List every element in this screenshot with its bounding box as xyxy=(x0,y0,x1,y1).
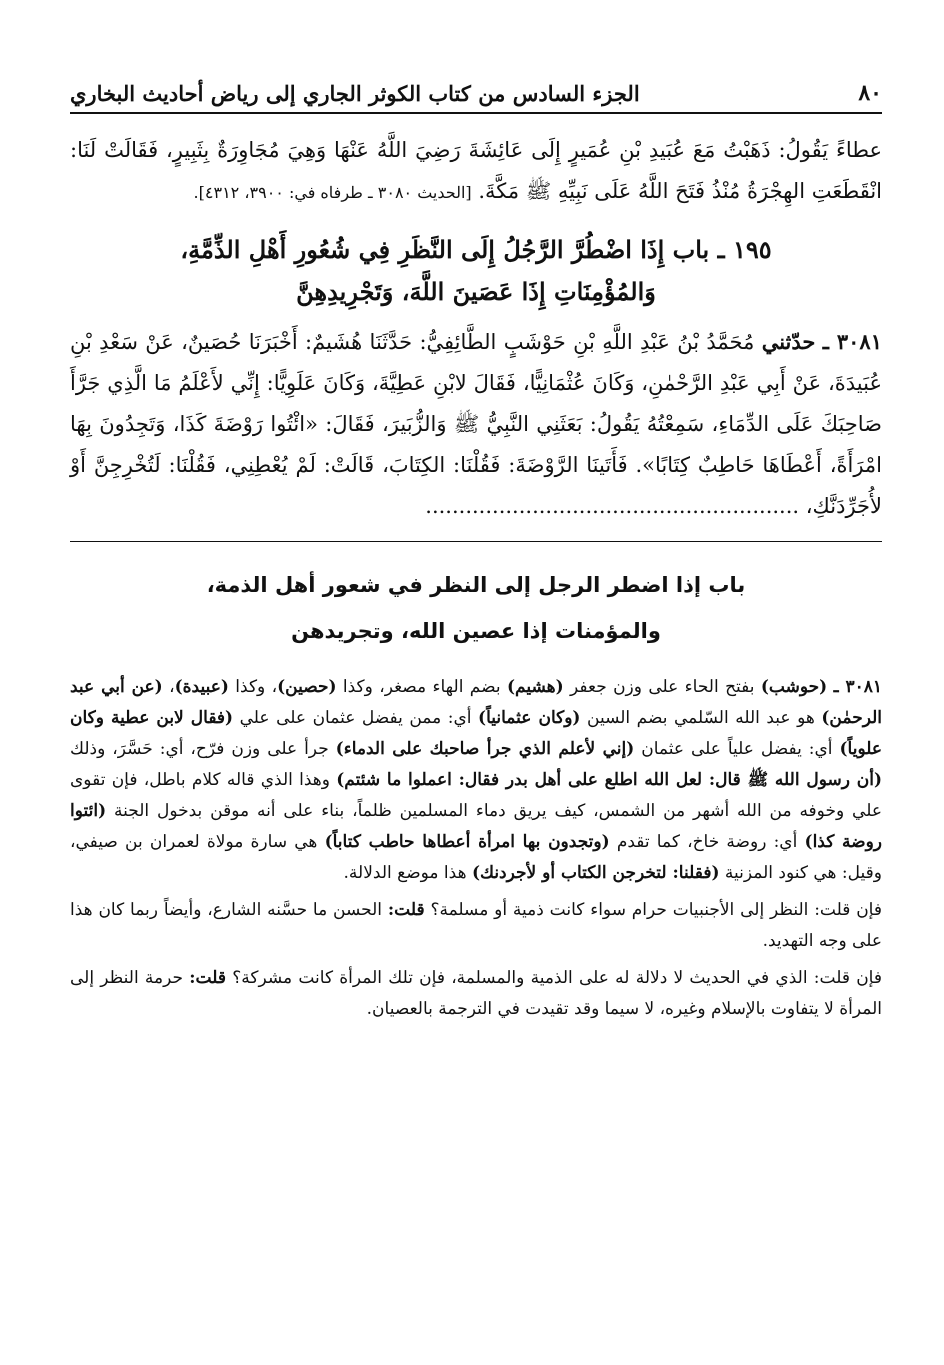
section-divider xyxy=(70,541,882,542)
commentary-text: أي: ممن يفضل عثمان على علي xyxy=(233,708,479,728)
commentary-term: (حوشب) xyxy=(760,677,828,697)
commentary-term: (عبيدة) xyxy=(174,677,229,697)
commentary-text: بفتح الحاء على وزن جعفر xyxy=(563,677,761,697)
chapter-heading-line1 xyxy=(70,229,882,271)
commentary-text: وهذا الذي قاله كلام باطل، فإن تقوى علي وخوفه من الله أشهر من الشمس، كيف يريق دماء المسلمين ظلماً، بناء على أنه موقن بدخول الجنة xyxy=(70,770,882,821)
commentary-text: الحسن ما حسَّنه الشارع، وأيضاً ربما كان هذا على وجه التهديد. xyxy=(70,900,882,951)
commentary-term: (عن أبي عبد الرحمٰن) xyxy=(70,677,882,728)
commentary-number: ٣٠٨١ ـ xyxy=(833,677,882,697)
hadith-reference: [الحديث ٣٠٨٠ ـ طرفاه في: ٣٩٠٠، ٤٣١٢]. xyxy=(193,183,472,202)
commentary-text: أي: يفضل علياً على عثمان xyxy=(634,739,840,759)
hadith-continuation xyxy=(70,130,882,213)
commentary-term: (ائتوا روضة كذا) xyxy=(70,801,882,852)
continuation-dots: ........................................................ xyxy=(425,494,800,518)
commentary-text: ، xyxy=(162,677,175,697)
commentary-text: ، وكذا xyxy=(228,677,278,697)
commentary-term: (حصين) xyxy=(277,677,337,697)
page-header xyxy=(70,70,882,112)
commentary-paragraph-2 xyxy=(70,895,882,957)
commentary-text: هو عبد الله السّلمي بضم السين xyxy=(580,708,822,728)
commentary-term: (إني لأعلم الذي جرأ صاحبك على الدماء) xyxy=(335,739,635,759)
chapter-title-line2: وَالمُؤْمِنَاتِ إِذَا عَصَينَ اللَّهَ، وَتَجْرِيدِهِنَّ xyxy=(296,277,656,306)
page-number: ٨٠ xyxy=(858,80,882,106)
commentary-text: فإن قلت: الذي في الحديث لا دلالة له على الذمية والمسلمة، فإن تلك المرأة كانت مشركة؟ xyxy=(225,968,882,988)
commentary-term: (وتجدون بها امرأة أعطاها حاطب كتاباً) xyxy=(324,832,610,852)
commentary-term: (فقلنا: لتخرجن الكتاب أو لأجردنك) xyxy=(471,863,720,883)
commentary-text: بضم الهاء مصغر، وكذا xyxy=(336,677,507,697)
hadith-opening: حدّثني xyxy=(761,329,816,354)
commentary-paragraph-1 xyxy=(70,672,882,889)
commentary-text: جرأ على وزن فرّح، أي: حَسَّرَ، وذلك xyxy=(70,739,336,759)
hadith-main-text: مُحَمَّدُ بْنُ عَبْدِ اللَّهِ بْنِ حَوْشَبٍ الطَّائِفِيُّ: حَدَّثَنَا هُشَيمٌ: أَخْبَرَنَا حُصَينٌ، عَنْ سَعْدِ بْنِ عُبَيدَةَ، عَنْ أَبِي عَبْدِ الرَّحْمٰنِ، وَكَانَ عُثْمَانِيًّا، فَقَالَ لابْنِ عَطِيَّةَ، وَكَانَ عَلَوِيًّا: إِنِّي لأَعْلَمُ مَا الَّذِي جَرَّأَ صَاحِبَكَ عَلَى الدِّمَاءِ، سَمِعْتُهُ يَقُولُ: بَعَثَنِي النَّبِيُّ ﷺ وَالزُّبَيرَ، فَقَالَ: «ائْتُوا رَوْضَةَ كَذَا، وَتَجِدُونَ بِهَا امْرَأَةً، أَعْطَاهَا حَاطِبٌ كِتَابًا». فَأَتَينَا الرَّوْضَةَ: فَقُلْنَا: الكِتَابَ، قَالَتْ: لَمْ يُعْطِنِي، فَقُلْنَا: لَتُخْرِجِنَّ أَوْ لأُجَرِّدَنَّكِ، xyxy=(70,330,882,518)
commentary-heading xyxy=(70,562,882,654)
commentary-text: أي: روضة خاخ، كما تقدم xyxy=(609,832,805,852)
hadith-main xyxy=(70,321,882,527)
commentary-term: (وكان عثمانياً) xyxy=(478,708,581,728)
commentary-term: (فقال لابن عطية وكان علوياً) xyxy=(70,708,882,759)
commentary-term: قلت: xyxy=(387,900,425,920)
hadith-continuation-text: عطاءً يَقُولُ: ذَهَبْتُ مَعَ عُبَيدِ بْنِ عُمَيرٍ إِلَى عَائِشَةَ رَضِيَ اللَّهُ عَنْهَا وَهِيَ مُجَاوِرَةٌ بِثَبِيرٍ، فَقَالَتْ لَنَا: انْقَطَعَتِ الهِجْرَةُ مُنْذُ فَتَحَ اللَّهُ عَلَى نَبِيِّهِ ﷺ مَكَّةَ. xyxy=(70,138,882,203)
commentary-term: (هشيم) xyxy=(506,677,564,697)
header-rule xyxy=(70,112,882,114)
chapter-number: ١٩٥ ـ xyxy=(717,235,772,264)
commentary-text: حرمة النظر إلى المرأة لا يتفاوت بالإسلام وغيره، لا سيما وقد تقيدت في الترجمة بالعصيان. xyxy=(70,968,882,1019)
chapter-title-line1: باب إِذَا اضْطُرَّ الرَّجُلُ إِلَى النَّظَرِ فِي شُعُورِ أَهْلِ الذِّمَّةِ، xyxy=(180,235,710,264)
commentary-term: قلت: xyxy=(189,968,226,988)
commentary-text: هذا موضع الدلالة. xyxy=(343,863,472,883)
commentary-term: (أن رسول الله ﷺ قال: لعل الله اطلع على أهل بدر فقال: اعملوا ما شئتم) xyxy=(336,770,882,790)
commentary-heading-line1: باب إذا اضطر الرجل إلى النظر في شعور أهل الذمة، xyxy=(206,573,746,597)
commentary-text: هي سارة مولاة لعمران بن صيفي، وقيل: هي كنود المزنية xyxy=(70,832,882,883)
chapter-heading xyxy=(70,229,882,313)
hadith-number: ٣٠٨١ ـ xyxy=(822,329,882,354)
running-title: الجزء السادس من كتاب الكوثر الجاري إلى رياض أحاديث البخاري xyxy=(70,81,640,106)
commentary-paragraph-3 xyxy=(70,963,882,1025)
commentary-heading-line2: والمؤمنات إذا عصين الله، وتجريدهن xyxy=(291,619,661,643)
commentary-text: فإن قلت: النظر إلى الأجنبيات حرام سواء كانت ذمية أو مسلمة؟ xyxy=(424,900,882,920)
